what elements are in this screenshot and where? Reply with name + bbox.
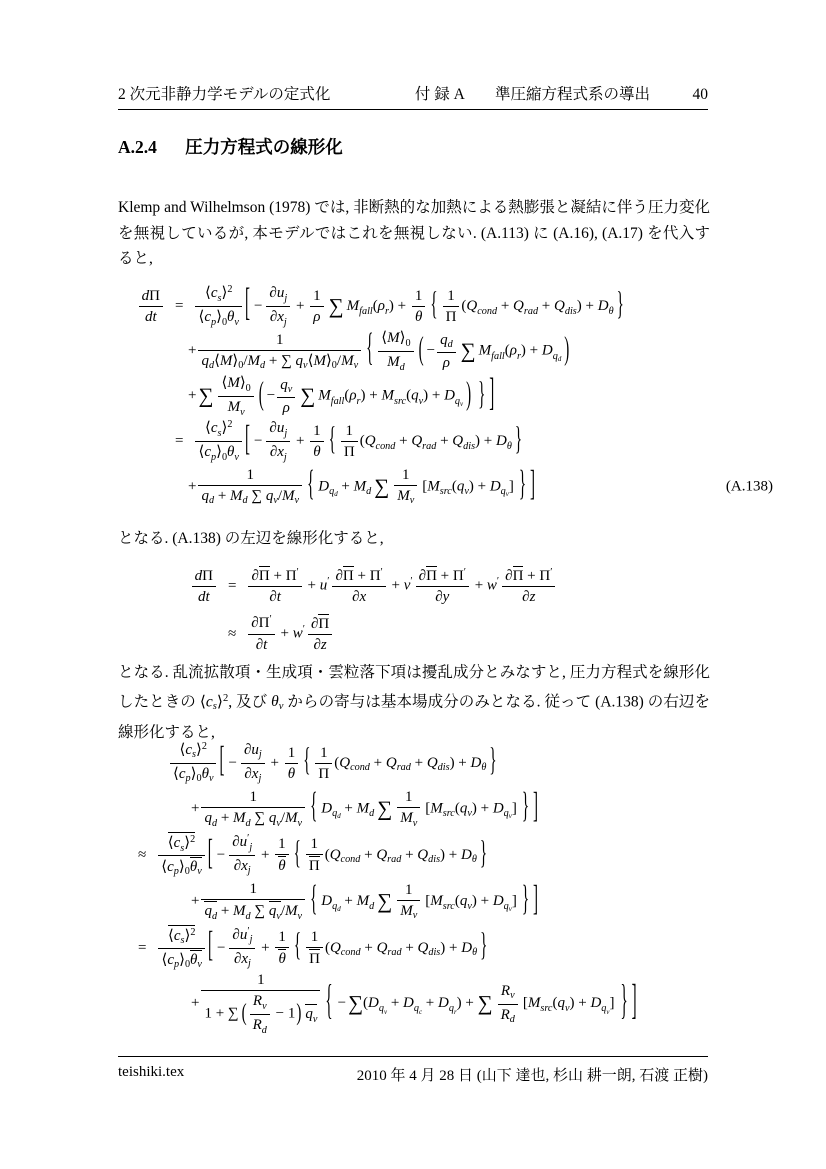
equation-row: ≈ $\frac{⟨c_s⟩^2}{⟨c_p⟩_0\theta_v}$ [ − $\frac{\partial u'_j}{\partial x_j}$ + $\frac{1}{\theta}$ { $\frac{1}{\Pi}$ $(Q_{cond} + Q_{rad} + Q_{dis}) + D_\theta$ } <box>138 833 488 878</box>
section-title: 圧力方程式の線形化 <box>185 137 343 157</box>
footer-date-authors: 2010 年 4 月 28 日 (山下 達也, 杉山 耕一朗, 石渡 正樹) <box>356 1068 708 1084</box>
section-heading <box>118 134 708 159</box>
paragraph-linearization: となる. 乱流拡散項・生成項・雲粒落下項は擾乱成分とみなすと, 圧力方程式を線形化したときの $⟨c_s⟩^2$, 及び $\theta_v$ からの寄与は基本場成分のみとなる. 従って (A.138) の右辺を線形化すると, <box>118 664 710 741</box>
equation-row: = $\frac{⟨c_s⟩^2}{⟨c_p⟩_0\theta_v}$ [ − $\frac{\partial u_j}{\partial x_j}$ + $\frac{1}{\theta}$ { $\frac{1}{\Pi}$ $(Q_{cond} + Q_{rad} + Q_{dis}) + D_\theta$ } <box>175 419 523 463</box>
equation-row: + $\frac{1}{q_d⟨M⟩_0/M_d + \sum q_v⟨M⟩_0/M_v}$ { $\frac{⟨M⟩_0}{M_d}$ ( − $\frac{q_d}{\rho}$ ∑ $M_{fall}(\rho_r) + D_{q_d}$ ) <box>188 328 570 373</box>
header-running-title: 2 次元非静力学モデルの定式化 <box>118 86 331 103</box>
equation-lhs-linearized <box>118 562 826 658</box>
paragraph-after-eq1: となる. (A.138) の左辺を線形化すると, <box>118 530 384 547</box>
equation-row: ≈ $\frac{\partial\Pi'}{\partial t}$ + w′ $\frac{\partial\Pi}{\partial z}$ <box>186 610 826 658</box>
section-number: A.2.4 <box>118 137 157 157</box>
equation-row: + $\frac{1}{q_d + M_d \sum q_v/M_v}$ { $D_{q_d} + M_d$ ∑ $\frac{1}{M_v}$ $[M_{src}(q_v) + D_{q_v}]$ } ] <box>191 788 539 829</box>
paragraph-intro: Klemp and Wilhelmson (1978) では, 非断熱的な加熱による熱膨張と凝結に伴う圧力変化を無視しているが, 本モデルではこれを無視しない. (A.113) に (A.16), (A.17) を代入すると, <box>118 199 710 267</box>
page-footer <box>118 1056 708 1085</box>
equation-rhs-linearized <box>118 740 758 1037</box>
page-header <box>118 82 708 110</box>
equation-number: (A.138) <box>725 478 773 494</box>
equation-a138 <box>118 284 773 509</box>
equation-row: + $\frac{1}{q_d + M_d \sum q_v/M_v}$ { $D_{q_d} + M_d$ ∑ $\frac{1}{M_v}$ $[M_{src}(q_v) + D_{q_v}]$ } ] (A.138) <box>188 465 773 507</box>
equation-row: + 1 1 + ∑ ( $\frac{R_v}{R_d}$ − 1) $q_v$ { $-\sum(D_{q_v} + D_{q_c} + D_{q_r})$ + ∑ $\frac{R_v}{R_d}$ $[M_{src}(q_v) + D_{q_v}]$ } ] <box>191 972 637 1036</box>
equation-row: $\frac{d\Pi}{dt}$ = $\frac{⟨c_s⟩^2}{⟨c_p⟩_0\theta_v}$ [ − $\frac{\partial u_j}{\partial x_j}$ + $\frac{1}{\rho}$ ∑ $M_{fall}(\rho_r)$ + $\frac{1}{\theta}$ { $\frac{1}{\Pi}$ $(Q_{cond} + Q_{rad} + Q_{dis}) + D_\theta$ } <box>133 284 773 329</box>
footer-filename: teishiki.tex <box>118 1064 185 1080</box>
equation-row: $\frac{d\Pi}{dt}$ = $\frac{\partial\Pi + \Pi'}{\partial t}$ + u′ $\frac{\partial\Pi + \Pi'}{\partial x}$ + v′ $\frac{\partial\Pi + \Pi'}{\partial y}$ + w′ $\frac{\partial\Pi + \Pi'}{\partial z}$ <box>186 562 826 610</box>
equation-row: +∑ $\frac{⟨M⟩_0}{M_v}$ ( − $\frac{q_v}{\rho}$ ∑ $M_{fall}(\rho_r) + M_{src}(q_v) + D_{q_v}$ ) } ] <box>188 373 495 418</box>
equation-row: = $\frac{⟨c_s⟩^2}{⟨c_p⟩_0\theta_v}$ [ − $\frac{\partial u'_j}{\partial x_j}$ + $\frac{1}{\theta}$ { $\frac{1}{\Pi}$ $(Q_{cond} + Q_{rad} + Q_{dis}) + D_\theta$ } <box>138 925 488 971</box>
page-number: 40 <box>692 86 708 103</box>
header-appendix-title: 付 録 A 準圧縮方程式系の導出 <box>414 86 650 103</box>
equation-row: + $\frac{1}{q_d + M_d \sum q_v/M_v}$ { $D_{q_d} + M_d$ ∑ $\frac{1}{M_v}$ $[M_{src}(q_v) + D_{q_v}]$ } ] <box>191 880 539 922</box>
equation-row: $\frac{⟨c_s⟩^2}{⟨c_p⟩_0\theta_v}$ [ − $\frac{\partial u_j}{\partial x_j}$ + $\frac{1}{\theta}$ { $\frac{1}{\Pi}$ $(Q_{cond} + Q_{rad} + Q_{dis}) + D_\theta$ } <box>118 740 758 786</box>
